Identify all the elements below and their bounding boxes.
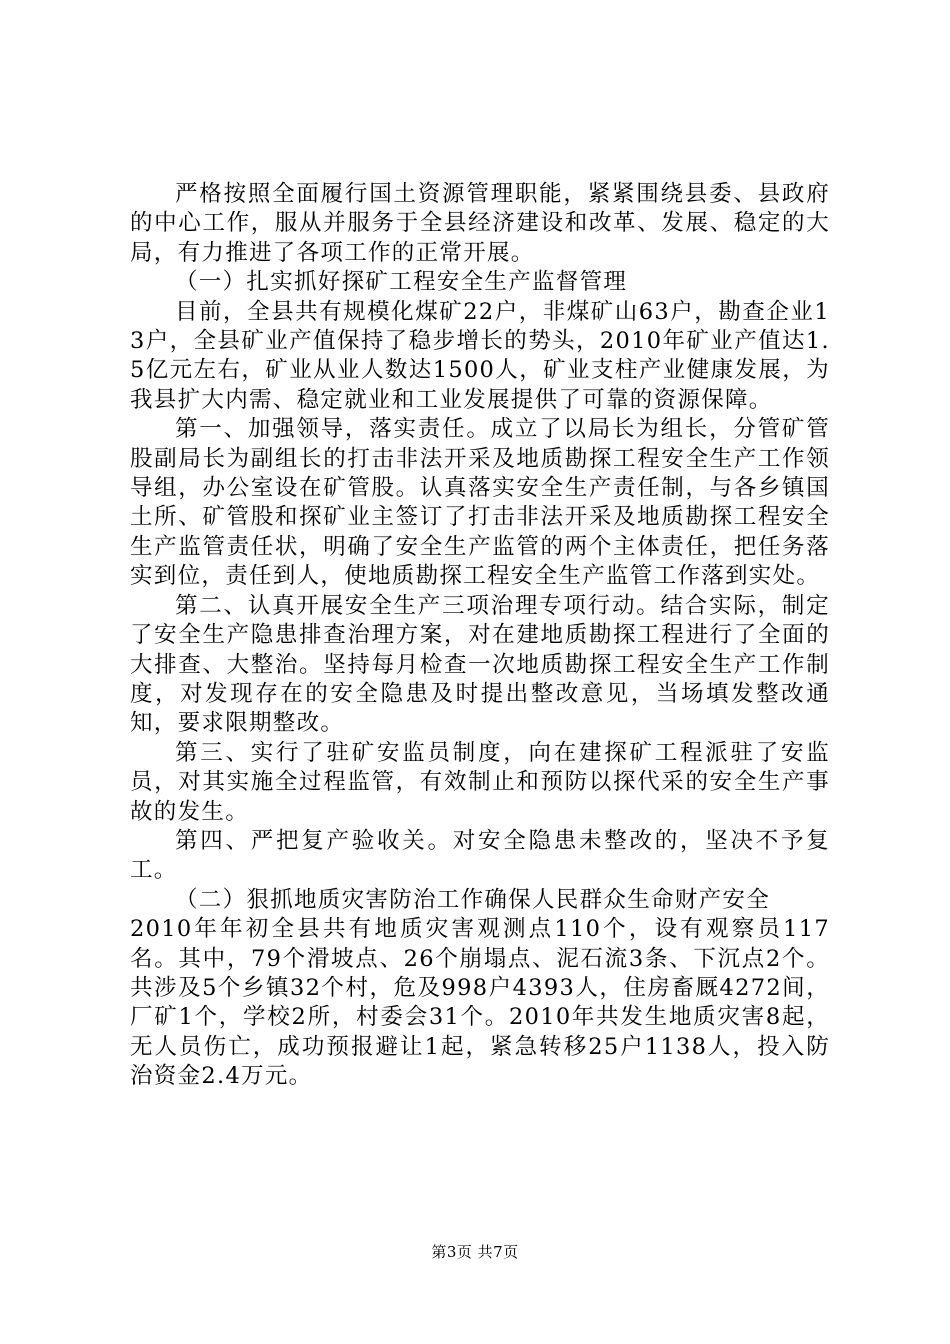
measure-4-paragraph: 第四、严把复产验收关。对安全隐患未整改的，坚决不予复工。 — [130, 827, 830, 884]
measure-3-paragraph: 第三、实行了驻矿安监员制度，向在建探矿工程派驻了安监员，对其实施全过程监管，有效制止和预防以探代采的安全生产事故的发生。 — [130, 739, 830, 825]
intro-paragraph: 严格按照全面履行国土资源管理职能，紧紧围绕县委、县政府的中心工作，服从并服务于全县经济建设和改革、发展、稳定的大局，有力推进了各项工作的正常开展。 — [130, 181, 830, 266]
section-heading-2: （二）狠抓地质灾害防治工作确保人民群众生命财产安全 — [175, 886, 771, 913]
document-body — [130, 180, 830, 1092]
page-footer: 第3页 共7页 — [431, 1243, 519, 1261]
section-heading-1: （一）扎实抓好探矿工程安全生产监督管理 — [175, 269, 628, 296]
geohazard-paragraph: 2010年年初全县共有地质灾害观测点110个，设有观察员117名。其中，79个滑坡点、26个崩塌点、泥石流3条、下沉点2个。共涉及5个乡镇32个村，危及998户4393人，住房畜厩4272间，厂矿1个，学校2所，村委会31个。2010年共发生地质灾害8起，无人员伤亡，成功预报避让1起，紧急转移25户1138人，投入防治资金2.4万元。 — [130, 916, 830, 1090]
measure-1-paragraph: 第一、加强领导，落实责任。成立了以局长为组长，分管矿管股副局长为副组长的打击非法开采及地质勘探工程安全生产工作领导组，办公室设在矿管股。认真落实安全生产责任制，与各乡镇国土所、矿管股和探矿业主签订了打击非法开采及地质勘探工程安全生产监管责任状，明确了安全生产监管的两个主体责任，把任务落实到位，责任到人，使地质勘探工程安全生产监管工作落到实处。 — [130, 416, 830, 590]
measure-2-paragraph: 第二、认真开展安全生产三项治理专项行动。结合实际，制定了安全生产隐患排查治理方案，对在建地质勘探工程进行了全面的大排查、大整治。坚持每月检查一次地质勘探工程安全生产工作制度，对发现存在的安全隐患及时提出整改意见，当场填发整改通知，要求限期整改。 — [130, 592, 830, 737]
mining-overview-paragraph: 目前，全县共有规模化煤矿22户，非煤矿山63户，勘查企业13户，全县矿业产值保持了稳步增长的势头，2010年矿业产值达1.5亿元左右，矿业从业人数达1500人，矿业支柱产业健康发展，为我县扩大内需、稳定就业和工业发展提供了可靠的资源保障。 — [130, 298, 830, 413]
